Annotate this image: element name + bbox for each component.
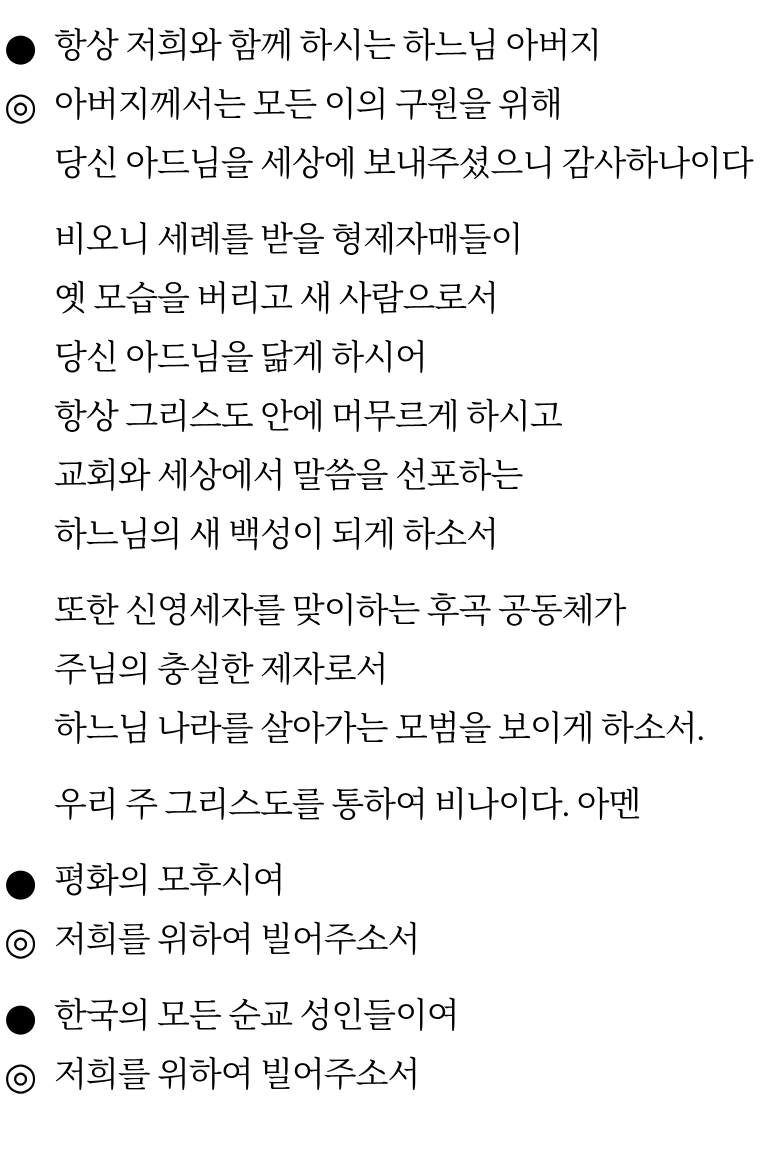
prayer-line-text: 아버지께서는 모든 이의 구원을 위해 bbox=[54, 86, 562, 124]
prayer-line-response bbox=[4, 911, 777, 970]
prayer-line-text: 주님의 충실한 제자로서 bbox=[54, 651, 388, 689]
prayer-line-text: 항상 저희와 함께 하시는 하느님 아버지 bbox=[54, 27, 602, 65]
prayer-line-text: 저희를 위하여 빌어주소서 bbox=[54, 921, 420, 959]
prayer-line-text: 또한 신영세자를 맞이하는 후곡 공동체가 bbox=[54, 592, 626, 630]
prayer-line-continuation bbox=[4, 582, 777, 641]
prayer-line-text: 교회와 세상에서 말씀을 선포하는 bbox=[54, 457, 523, 495]
prayer-line-text: 우리 주 그리스도를 통하여 비나이다. 아멘 bbox=[54, 786, 641, 824]
double-circle-bullet-icon: ◎ bbox=[4, 83, 38, 128]
prayer-line-celebrant bbox=[4, 852, 777, 911]
prayer-line-text: 비오니 세례를 받을 형제자매들이 bbox=[54, 221, 523, 259]
prayer-line-continuation bbox=[4, 641, 777, 700]
prayer-line-text: 하느님 나라를 살아가는 모범을 보이게 하소서. bbox=[54, 710, 705, 748]
prayer-line-text: 옛 모습을 버리고 새 사람으로서 bbox=[54, 280, 498, 318]
filled-circle-bullet-icon: ● bbox=[4, 859, 38, 904]
prayer-line-continuation bbox=[4, 135, 777, 194]
prayer-line-continuation bbox=[4, 506, 777, 565]
prayer-line-continuation bbox=[4, 329, 777, 388]
prayer-line-continuation bbox=[4, 388, 777, 447]
prayer-line-continuation bbox=[4, 270, 777, 329]
prayer-line-celebrant bbox=[4, 17, 777, 76]
prayer-line-continuation bbox=[4, 211, 777, 270]
double-circle-bullet-icon: ◎ bbox=[4, 1053, 38, 1098]
prayer-line-text: 하느님의 새 백성이 되게 하소서 bbox=[54, 516, 498, 554]
prayer-line-text: 당신 아드님을 세상에 보내주셨으니 감사하나이다 bbox=[54, 145, 753, 183]
prayer-line-celebrant bbox=[4, 987, 777, 1046]
prayer-line-continuation bbox=[4, 700, 777, 759]
prayer-line-continuation bbox=[4, 776, 777, 835]
prayer-line-text: 한국의 모든 순교 성인들이여 bbox=[54, 997, 459, 1035]
prayer-line-text: 저희를 위하여 빌어주소서 bbox=[54, 1056, 420, 1094]
prayer-line-response bbox=[4, 1046, 777, 1105]
filled-circle-bullet-icon: ● bbox=[4, 994, 38, 1039]
prayer-line-text: 평화의 모후시여 bbox=[54, 862, 285, 900]
prayer-line-text: 항상 그리스도 안에 머무르게 하시고 bbox=[54, 398, 562, 436]
prayer-line-text: 당신 아드님을 닮게 하시어 bbox=[54, 339, 427, 377]
prayer-line-continuation bbox=[4, 447, 777, 506]
filled-circle-bullet-icon: ● bbox=[4, 24, 38, 69]
double-circle-bullet-icon: ◎ bbox=[4, 918, 38, 963]
prayer-line-response bbox=[4, 76, 777, 135]
